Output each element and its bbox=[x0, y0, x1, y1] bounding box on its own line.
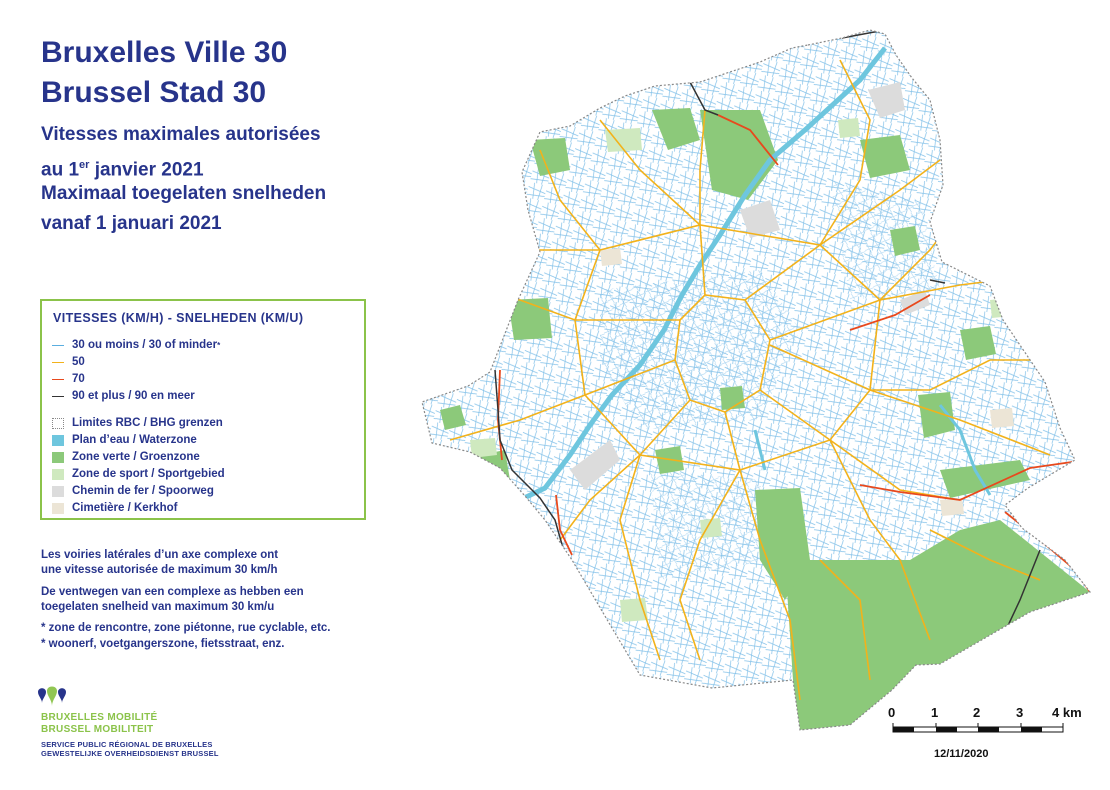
note-star-fr: * zone de rencontre, zone piétonne, rue cyclable, etc. bbox=[41, 622, 331, 634]
scale-label-4: 4 km bbox=[1052, 705, 1082, 720]
sport-swatch-icon bbox=[52, 469, 64, 480]
note-star-nl: * woonerf, voetgangerszone, fietsstraat, enz. bbox=[41, 638, 285, 650]
subtitle-nl-line2: vanaf 1 januari 2021 bbox=[41, 213, 222, 234]
map-date: 12/11/2020 bbox=[934, 748, 989, 760]
line-70-icon bbox=[52, 379, 64, 380]
legend-green bbox=[52, 450, 200, 464]
subtitle-fr-suffix: janvier 2021 bbox=[89, 159, 204, 181]
logo-sub-nl: GEWESTELIJKE OVERHEIDSDIENST BRUSSEL bbox=[41, 749, 219, 758]
legend-green-label: Zone verte / Groenzone bbox=[72, 451, 200, 463]
scale-label-3: 3 bbox=[1016, 705, 1024, 720]
scale-label-1: 1 bbox=[931, 705, 939, 720]
legend-speed-70-label: 70 bbox=[72, 373, 85, 385]
note-fr-2: une vitesse autorisée de maximum 30 km/h bbox=[41, 564, 278, 576]
bruxelles-mobilite-logo-icon bbox=[36, 686, 68, 708]
legend-cemetery-label: Cimetière / Kerkhof bbox=[72, 502, 178, 514]
legend-speed-50 bbox=[52, 355, 85, 369]
legend-title: VITESSES (KM/H) - SNELHEDEN (KM/U) bbox=[53, 311, 304, 325]
subtitle-nl-line1: Maximaal toegelaten snelheden bbox=[41, 183, 327, 204]
legend-speed-50-label: 50 bbox=[72, 356, 85, 368]
note-nl-1: De ventwegen van een complexe as hebben een bbox=[41, 586, 304, 598]
logo-name-fr: BRUXELLES MOBILITÉ bbox=[41, 712, 158, 723]
title-fr: Bruxelles Ville 30 bbox=[41, 36, 288, 69]
legend-water bbox=[52, 433, 197, 447]
line-90-icon bbox=[52, 396, 64, 397]
subtitle-fr-sup: er bbox=[79, 159, 90, 171]
legend-boundary-label: Limites RBC / BHG grenzen bbox=[72, 417, 223, 429]
scale-bar bbox=[893, 723, 1063, 732]
subtitle-fr-prefix: au 1 bbox=[41, 159, 80, 181]
legend-cemetery bbox=[52, 501, 177, 515]
scale-label-2: 2 bbox=[973, 705, 981, 720]
rail-swatch-icon bbox=[52, 486, 64, 497]
legend-speed-30-label: 30 ou moins / 30 of minder bbox=[72, 339, 218, 351]
legend-speed-30-sup: * bbox=[217, 340, 221, 350]
boundary-swatch-icon bbox=[52, 418, 64, 429]
subtitle-fr-line2 bbox=[41, 153, 204, 182]
legend-speed-30 bbox=[52, 338, 220, 352]
line-30-icon bbox=[52, 345, 64, 346]
legend-rail bbox=[52, 484, 214, 498]
logo-sub-fr: SERVICE PUBLIC RÉGIONAL DE BRUXELLES bbox=[41, 740, 213, 749]
legend-speed-70 bbox=[52, 372, 85, 386]
subtitle-fr-line1: Vitesses maximales autorisées bbox=[41, 124, 321, 145]
logo-name-nl: BRUSSEL MOBILITEIT bbox=[41, 724, 154, 735]
legend-speed-90-label: 90 et plus / 90 en meer bbox=[72, 390, 195, 402]
water-swatch-icon bbox=[52, 435, 64, 446]
legend-speed-90 bbox=[52, 389, 195, 403]
line-50-icon bbox=[52, 362, 64, 363]
legend-sport-label: Zone de sport / Sportgebied bbox=[72, 468, 225, 480]
legend-sport bbox=[52, 467, 225, 481]
green-swatch-icon bbox=[52, 452, 64, 463]
legend-water-label: Plan d’eau / Waterzone bbox=[72, 434, 197, 446]
note-fr-1: Les voiries latérales d’un axe complexe ont bbox=[41, 549, 279, 561]
cemetery-swatch-icon bbox=[52, 503, 64, 514]
title-nl: Brussel Stad 30 bbox=[41, 76, 267, 109]
legend-rail-label: Chemin de fer / Spoorweg bbox=[72, 485, 214, 497]
legend-boundary bbox=[52, 416, 223, 430]
note-nl-2: toegelaten snelheid van maximum 30 km/u bbox=[41, 601, 275, 613]
legend bbox=[40, 299, 366, 520]
scale-label-0: 0 bbox=[888, 705, 896, 720]
